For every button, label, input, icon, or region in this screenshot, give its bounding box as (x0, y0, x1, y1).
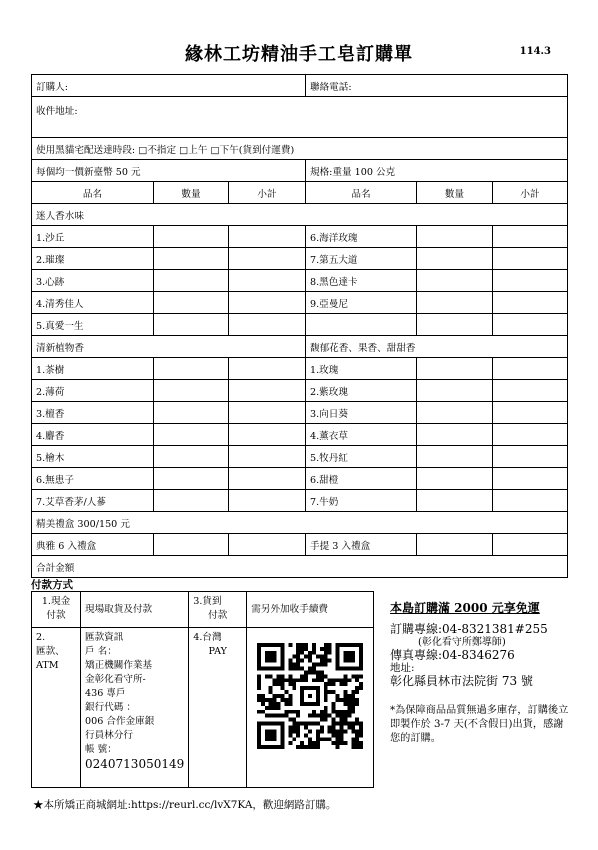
payment-method-label: 付款方式 (31, 579, 73, 591)
column-header-name: 品名 (306, 182, 417, 204)
table-row (32, 424, 568, 446)
total-amount-field[interactable]: 合計金額 (32, 556, 568, 578)
product-name: 3.檀香 (32, 402, 154, 424)
promo-panel (390, 602, 570, 746)
product-name: 4.清秀佳人 (32, 292, 154, 314)
product-name: 8.黑色達卡 (306, 270, 417, 292)
gift-box-header: 精美禮盒 300/150 元 (32, 512, 568, 534)
qty-cell[interactable] (154, 248, 229, 270)
product-name: 3.向日葵 (306, 402, 417, 424)
qty-cell[interactable] (154, 424, 229, 446)
product-name: 1.沙丘 (32, 226, 154, 248)
qr-code-icon[interactable] (253, 639, 367, 753)
shipping-note: *為保障商品品質無過多庫存，訂購後立即製作於 3-7 天(不含假日)出貨，感謝您的訂購。 (390, 705, 569, 744)
address-field[interactable]: 收件地址: (32, 97, 568, 138)
phone-field[interactable]: 聯絡電話: (306, 75, 568, 97)
product-name: 2.璀璨 (32, 248, 154, 270)
subtotal-cell[interactable] (493, 226, 568, 248)
address-text: 彰化縣員林市法院街 73 號 (390, 674, 533, 688)
table-row (32, 270, 568, 292)
section-header: 迷人香水味 (32, 204, 568, 226)
product-name: 3.心跡 (32, 270, 154, 292)
column-header-subtotal: 小計 (493, 182, 568, 204)
qr-code-cell (247, 628, 374, 788)
qty-cell[interactable] (417, 380, 493, 402)
table-row (32, 380, 568, 402)
taiwan-pay-option: 4.台灣 PAY (189, 628, 247, 788)
section-header: 馥郁花香、果香、甜甜香 (306, 336, 568, 358)
column-header-name: 品名 (32, 182, 154, 204)
subtotal-cell[interactable] (493, 424, 568, 446)
table-row (32, 468, 568, 490)
table-row (32, 314, 568, 336)
subtotal-cell[interactable] (229, 402, 306, 424)
cash-payment-option: 1.現金 付款 (32, 592, 81, 628)
subtotal-cell[interactable] (493, 490, 568, 512)
form-version: 114.3 (519, 46, 551, 57)
subtotal-cell[interactable] (493, 358, 568, 380)
qty-cell[interactable] (154, 226, 229, 248)
qty-cell[interactable] (154, 292, 229, 314)
qty-cell[interactable] (154, 490, 229, 512)
column-header-qty: 數量 (417, 182, 493, 204)
product-name: 6.甜橙 (306, 468, 417, 490)
subtotal-cell[interactable] (229, 446, 306, 468)
product-name: 2.紫玫瑰 (306, 380, 417, 402)
subtotal-cell[interactable] (229, 534, 306, 556)
price-note: 每個均一價新臺幣 50 元 (32, 160, 306, 182)
product-name: 1.茶樹 (32, 358, 154, 380)
product-name: 5.牧丹紅 (306, 446, 417, 468)
free-shipping-title: 本島訂購滿 2000 元享免運 (390, 601, 540, 615)
product-name: 4.麝香 (32, 424, 154, 446)
qty-cell[interactable] (417, 270, 493, 292)
qty-cell[interactable] (417, 314, 493, 336)
qty-cell[interactable] (154, 446, 229, 468)
subtotal-cell[interactable] (493, 248, 568, 270)
qty-cell[interactable] (417, 534, 493, 556)
delivery-time-row: 使用黑貓宅配送達時段: □不指定 □上午 □下午(貨到付運費) (32, 138, 568, 160)
subtotal-cell[interactable] (229, 358, 306, 380)
subtotal-cell[interactable] (229, 270, 306, 292)
subtotal-cell[interactable] (229, 468, 306, 490)
column-header-subtotal: 小計 (229, 182, 306, 204)
subtotal-cell[interactable] (229, 292, 306, 314)
qty-cell[interactable] (154, 314, 229, 336)
qty-cell[interactable] (417, 292, 493, 314)
table-row (32, 402, 568, 424)
checkbox-afternoon[interactable]: □ (210, 144, 220, 156)
subtotal-cell[interactable] (229, 248, 306, 270)
page-title: 緣林工坊精油手工皂訂購單 (185, 44, 413, 65)
subtotal-cell[interactable] (229, 424, 306, 446)
table-row (32, 248, 568, 270)
hotline-note: (彰化看守所鄭導師) (418, 637, 506, 648)
cod-payment-option: 3.貨到 付款 (189, 592, 247, 628)
checkbox-morning[interactable]: □ (179, 144, 189, 156)
subtotal-cell[interactable] (493, 468, 568, 490)
qty-cell[interactable] (417, 358, 493, 380)
table-row (32, 358, 568, 380)
address-label: 地址: (390, 662, 415, 674)
subtotal-cell[interactable] (493, 402, 568, 424)
section-header: 清新植物香 (32, 336, 306, 358)
qty-cell[interactable] (154, 380, 229, 402)
product-name: 2.薄荷 (32, 380, 154, 402)
transfer-payment-option: 2. 匯款、 ATM (32, 628, 81, 788)
qty-cell[interactable] (417, 446, 493, 468)
footer-url: ★本所矯正商城網址:https://reurl.cc/lvX7KA，歡迎網路訂購。 (33, 799, 337, 811)
subtotal-cell[interactable] (493, 446, 568, 468)
subtotal-cell[interactable] (229, 314, 306, 336)
spec-note: 規格:重量 100 公克 (306, 160, 568, 182)
empty-cell (306, 314, 417, 336)
qty-cell[interactable] (154, 270, 229, 292)
buyer-field[interactable]: 訂購人: (32, 75, 306, 97)
qty-cell[interactable] (154, 402, 229, 424)
table-row (32, 534, 568, 556)
subtotal-cell[interactable] (229, 226, 306, 248)
order-table (31, 74, 568, 578)
order-hotline: 訂購專線:04-8321381#255 (390, 622, 548, 636)
product-name: 6.無患子 (32, 468, 154, 490)
subtotal-cell[interactable] (493, 270, 568, 292)
qty-cell[interactable] (417, 226, 493, 248)
qty-cell[interactable] (417, 490, 493, 512)
subtotal-cell[interactable] (493, 314, 568, 336)
subtotal-cell[interactable] (493, 534, 568, 556)
product-name: 7.艾草香茅/人蔘 (32, 490, 154, 512)
table-row (32, 446, 568, 468)
table-row (32, 490, 568, 512)
product-name: 1.玫瑰 (306, 358, 417, 380)
subtotal-cell[interactable] (229, 490, 306, 512)
product-name: 6.海洋玫瑰 (306, 226, 417, 248)
account-number: 0240713050149 (85, 757, 185, 771)
bank-account-info: 匯款資訊 戶 名： 矯正機關作業基 金彰化看守所- 436 專戶 銀行代碼 ： 006 合作金庫銀 行員林分行 帳 號： 0240713050149 (81, 628, 189, 788)
qty-cell[interactable] (417, 468, 493, 490)
product-name: 7.第五大道 (306, 248, 417, 270)
product-name: 4.薰衣草 (306, 424, 417, 446)
checkbox-unspecified[interactable]: □ (138, 144, 148, 156)
qty-cell[interactable] (417, 424, 493, 446)
subtotal-cell[interactable] (493, 380, 568, 402)
subtotal-cell[interactable] (229, 380, 306, 402)
product-name: 5.真愛一生 (32, 314, 154, 336)
qty-cell[interactable] (154, 468, 229, 490)
column-header-qty: 數量 (154, 182, 229, 204)
product-name: 5.檜木 (32, 446, 154, 468)
table-row (32, 292, 568, 314)
payment-table (31, 591, 374, 788)
cod-payment-desc: 需另外加收手續費 (247, 592, 374, 628)
qty-cell[interactable] (417, 402, 493, 424)
qty-cell[interactable] (154, 358, 229, 380)
table-row (32, 226, 568, 248)
product-name: 7.牛奶 (306, 490, 417, 512)
product-name: 手提 3 入禮盒 (306, 534, 417, 556)
cash-payment-desc: 現場取貨及付款 (81, 592, 189, 628)
qty-cell[interactable] (154, 534, 229, 556)
subtotal-cell[interactable] (493, 292, 568, 314)
qty-cell[interactable] (417, 248, 493, 270)
product-name: 9.亞曼尼 (306, 292, 417, 314)
fax-line: 傳真專線:04-8346276 (390, 648, 515, 662)
product-name: 典雅 6 入禮盒 (32, 534, 154, 556)
